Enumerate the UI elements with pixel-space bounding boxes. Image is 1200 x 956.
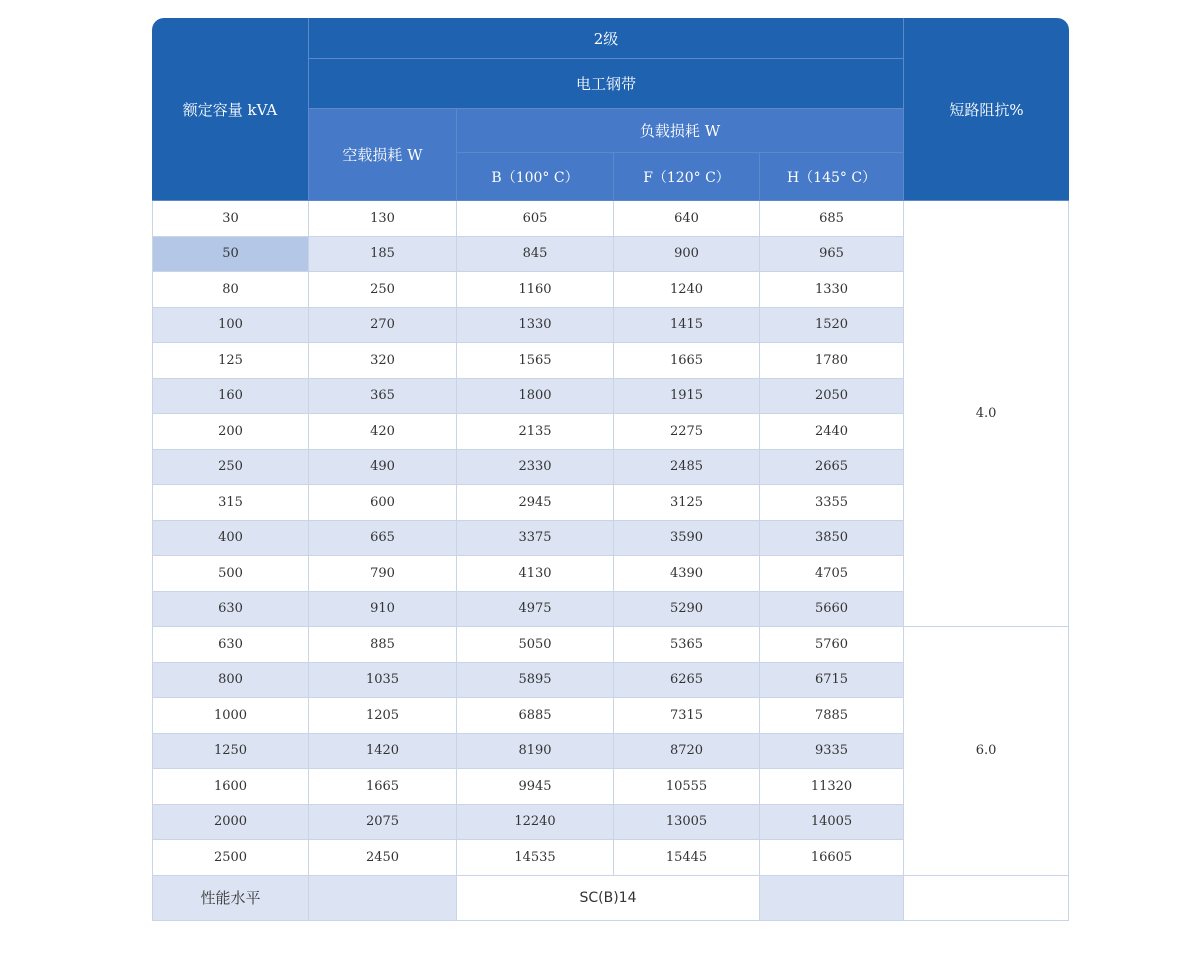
performance-level-label[interactable]: 性能水平 (152, 876, 309, 921)
cell-load-f[interactable]: 10555 (614, 769, 760, 805)
cell-load-h[interactable]: 1330 (760, 272, 904, 308)
cell-load-b[interactable]: 8190 (457, 734, 614, 770)
cell-load-b[interactable]: 2945 (457, 485, 614, 521)
cell-capacity[interactable]: 1250 (152, 734, 309, 770)
cell-load-b[interactable]: 2330 (457, 450, 614, 486)
cell-no-load[interactable]: 2450 (309, 840, 457, 876)
cell-load-f[interactable]: 5290 (614, 592, 760, 628)
cell-no-load[interactable]: 130 (309, 201, 457, 237)
cell-load-b[interactable]: 845 (457, 237, 614, 273)
cell-load-b[interactable]: 4975 (457, 592, 614, 628)
cell-capacity[interactable]: 315 (152, 485, 309, 521)
cell-load-h[interactable]: 965 (760, 237, 904, 273)
cell-no-load[interactable]: 185 (309, 237, 457, 273)
cell-capacity[interactable]: 80 (152, 272, 309, 308)
cell-no-load[interactable]: 2075 (309, 805, 457, 841)
cell-load-h[interactable]: 2440 (760, 414, 904, 450)
cell-capacity-selected[interactable]: 50 (152, 237, 309, 273)
cell-load-b[interactable]: 2135 (457, 414, 614, 450)
cell-load-b[interactable]: 605 (457, 201, 614, 237)
cell-load-f[interactable]: 900 (614, 237, 760, 273)
cell-capacity[interactable]: 30 (152, 201, 309, 237)
footer-empty-cell[interactable] (309, 876, 457, 921)
cell-load-h[interactable]: 2665 (760, 450, 904, 486)
performance-level-value[interactable]: SC(B)14 (457, 876, 760, 921)
table-body (152, 201, 1069, 876)
cell-no-load[interactable]: 420 (309, 414, 457, 450)
cell-load-b[interactable]: 14535 (457, 840, 614, 876)
cell-load-h[interactable]: 7885 (760, 698, 904, 734)
header-sub-h: H（145° C） (760, 153, 904, 201)
cell-load-b[interactable]: 1800 (457, 379, 614, 415)
cell-load-f[interactable]: 640 (614, 201, 760, 237)
cell-load-f[interactable]: 1240 (614, 272, 760, 308)
cell-load-h[interactable]: 11320 (760, 769, 904, 805)
cell-no-load[interactable]: 885 (309, 627, 457, 663)
cell-capacity[interactable]: 250 (152, 450, 309, 486)
cell-load-f[interactable]: 3125 (614, 485, 760, 521)
cell-no-load[interactable]: 910 (309, 592, 457, 628)
cell-capacity[interactable]: 2000 (152, 805, 309, 841)
cell-load-f[interactable]: 13005 (614, 805, 760, 841)
cell-load-b[interactable]: 3375 (457, 521, 614, 557)
cell-load-h[interactable]: 14005 (760, 805, 904, 841)
cell-load-h[interactable]: 9335 (760, 734, 904, 770)
cell-load-h[interactable]: 3850 (760, 521, 904, 557)
cell-no-load[interactable]: 250 (309, 272, 457, 308)
cell-no-load[interactable]: 665 (309, 521, 457, 557)
cell-load-f[interactable]: 2275 (614, 414, 760, 450)
cell-no-load[interactable]: 1665 (309, 769, 457, 805)
cell-impedance-group-2[interactable]: 6.0 (904, 627, 1069, 876)
header-capacity: 额定容量 kVA (152, 18, 309, 201)
cell-capacity[interactable]: 630 (152, 627, 309, 663)
cell-capacity[interactable]: 200 (152, 414, 309, 450)
cell-capacity[interactable]: 2500 (152, 840, 309, 876)
transformer-loss-table (152, 18, 1069, 921)
cell-load-h[interactable]: 6715 (760, 663, 904, 699)
cell-no-load[interactable]: 270 (309, 308, 457, 344)
header-load-loss: 负载损耗 W (457, 109, 904, 153)
cell-load-f[interactable]: 4390 (614, 556, 760, 592)
footer-row (152, 876, 1069, 921)
cell-load-b[interactable]: 12240 (457, 805, 614, 841)
cell-load-b[interactable]: 1330 (457, 308, 614, 344)
cell-load-h[interactable]: 1520 (760, 308, 904, 344)
cell-load-f[interactable]: 6265 (614, 663, 760, 699)
cell-load-b[interactable]: 6885 (457, 698, 614, 734)
cell-capacity[interactable]: 1000 (152, 698, 309, 734)
cell-no-load[interactable]: 1035 (309, 663, 457, 699)
cell-load-h[interactable]: 2050 (760, 379, 904, 415)
cell-no-load[interactable]: 365 (309, 379, 457, 415)
cell-capacity[interactable]: 630 (152, 592, 309, 628)
table-row (152, 627, 1069, 663)
header-sub-b: B（100° C） (457, 153, 614, 201)
cell-load-f[interactable]: 1915 (614, 379, 760, 415)
cell-load-b[interactable]: 5895 (457, 663, 614, 699)
cell-load-b[interactable]: 1160 (457, 272, 614, 308)
cell-no-load[interactable]: 1205 (309, 698, 457, 734)
cell-capacity[interactable]: 1600 (152, 769, 309, 805)
cell-capacity[interactable]: 125 (152, 343, 309, 379)
cell-load-h[interactable]: 3355 (760, 485, 904, 521)
footer-empty-cell[interactable] (904, 876, 1069, 921)
cell-impedance-group-1[interactable]: 4.0 (904, 201, 1069, 627)
cell-no-load[interactable]: 600 (309, 485, 457, 521)
cell-load-h[interactable]: 685 (760, 201, 904, 237)
cell-load-h[interactable]: 1780 (760, 343, 904, 379)
header-material: 电工钢带 (309, 59, 904, 109)
header-grade: 2级 (309, 18, 904, 59)
header-no-load-loss: 空载损耗 W (309, 109, 457, 201)
cell-load-h[interactable]: 5660 (760, 592, 904, 628)
cell-no-load[interactable]: 320 (309, 343, 457, 379)
cell-capacity[interactable]: 100 (152, 308, 309, 344)
cell-load-f[interactable]: 15445 (614, 840, 760, 876)
cell-load-f[interactable]: 1665 (614, 343, 760, 379)
cell-no-load[interactable]: 790 (309, 556, 457, 592)
cell-load-h[interactable]: 16605 (760, 840, 904, 876)
footer-empty-cell[interactable] (760, 876, 904, 921)
cell-load-h[interactable]: 5760 (760, 627, 904, 663)
cell-no-load[interactable]: 490 (309, 450, 457, 486)
cell-load-b[interactable]: 4130 (457, 556, 614, 592)
cell-capacity[interactable]: 400 (152, 521, 309, 557)
table-row (152, 201, 1069, 237)
cell-load-f[interactable]: 7315 (614, 698, 760, 734)
cell-load-f[interactable]: 5365 (614, 627, 760, 663)
cell-no-load[interactable]: 1420 (309, 734, 457, 770)
cell-capacity[interactable]: 160 (152, 379, 309, 415)
cell-load-f[interactable]: 2485 (614, 450, 760, 486)
spec-table-container (152, 18, 1069, 921)
header-sub-f: F（120° C） (614, 153, 760, 201)
cell-capacity[interactable]: 500 (152, 556, 309, 592)
cell-load-h[interactable]: 4705 (760, 556, 904, 592)
cell-load-b[interactable]: 9945 (457, 769, 614, 805)
cell-capacity[interactable]: 800 (152, 663, 309, 699)
cell-load-f[interactable]: 1415 (614, 308, 760, 344)
header-impedance: 短路阻抗% (904, 18, 1069, 201)
cell-load-f[interactable]: 3590 (614, 521, 760, 557)
cell-load-b[interactable]: 1565 (457, 343, 614, 379)
cell-load-f[interactable]: 8720 (614, 734, 760, 770)
cell-load-b[interactable]: 5050 (457, 627, 614, 663)
